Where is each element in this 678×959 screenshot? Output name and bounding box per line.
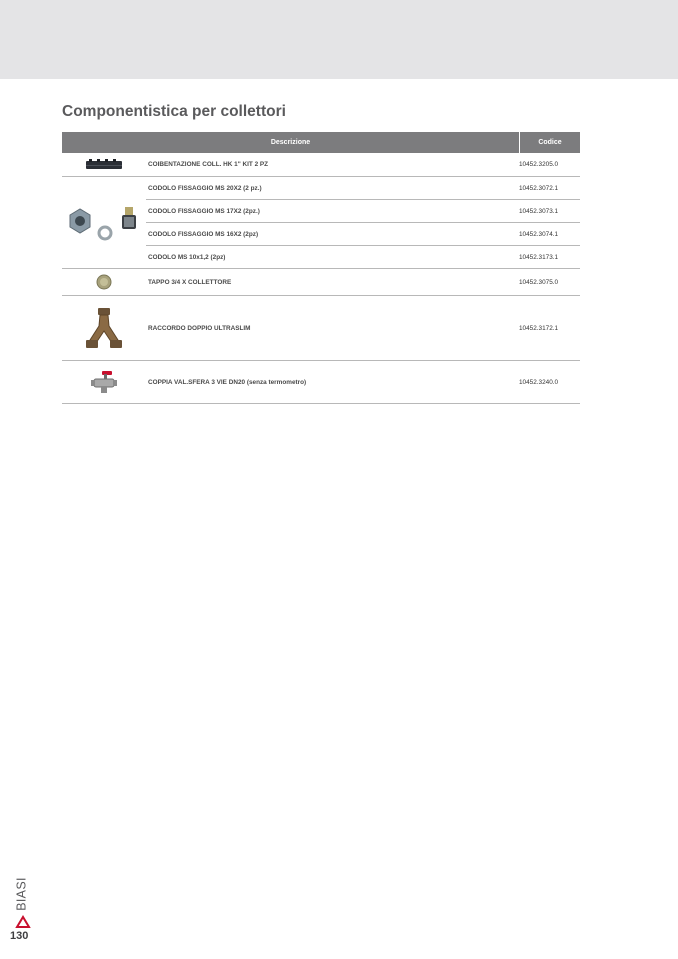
row-description: CODOLO FISSAGGIO MS 20X2 (2 pz.) bbox=[148, 184, 262, 192]
table-row bbox=[146, 245, 580, 268]
product-image bbox=[62, 269, 146, 295]
row-description: COIBENTAZIONE COLL. HK 1" KIT 2 PZ bbox=[148, 161, 269, 168]
row-code: 10452.3073.1 bbox=[519, 207, 559, 215]
insulation-strip-icon bbox=[85, 159, 123, 171]
page-title: Componentistica per collettori bbox=[62, 103, 286, 120]
brand-label: BIASI bbox=[15, 877, 29, 911]
table-group bbox=[62, 269, 580, 296]
table-group bbox=[62, 153, 580, 177]
fitting-set-icon bbox=[66, 203, 142, 243]
table-row bbox=[146, 361, 580, 403]
row-code: 10452.3172.1 bbox=[519, 324, 559, 332]
brand-name bbox=[11, 874, 33, 914]
table-group bbox=[62, 361, 580, 404]
row-code: 10452.3173.1 bbox=[519, 253, 559, 261]
table-group bbox=[62, 296, 580, 361]
row-description: CODOLO MS 10x1,2 (2pz) bbox=[148, 253, 226, 261]
header-code: Codice bbox=[538, 139, 562, 146]
table-group bbox=[62, 177, 580, 269]
row-code: 10452.3240.0 bbox=[519, 378, 559, 386]
y-fitting-icon bbox=[82, 306, 126, 350]
row-code: 10452.3205.0 bbox=[519, 161, 559, 168]
row-description: CODOLO FISSAGGIO MS 17X2 (2pz.) bbox=[148, 207, 260, 215]
product-image bbox=[62, 296, 146, 360]
ball-valve-icon bbox=[90, 370, 118, 394]
page-number: 130 bbox=[10, 930, 29, 942]
table-header bbox=[62, 132, 580, 153]
row-code: 10452.3075.0 bbox=[519, 278, 559, 286]
product-table bbox=[62, 132, 580, 404]
row-code: 10452.3074.1 bbox=[519, 230, 559, 238]
table-row bbox=[146, 177, 580, 199]
header-description: Descrizione bbox=[62, 132, 520, 153]
top-band bbox=[0, 0, 678, 79]
row-description: RACCORDO DOPPIO ULTRASLIM bbox=[148, 324, 251, 332]
product-image bbox=[62, 177, 146, 268]
table-row bbox=[146, 199, 580, 222]
product-image bbox=[62, 361, 146, 403]
table-row bbox=[146, 222, 580, 245]
row-code: 10452.3072.1 bbox=[519, 184, 559, 192]
table-row bbox=[146, 296, 580, 360]
table-row bbox=[146, 153, 580, 176]
product-image bbox=[62, 153, 146, 176]
row-description: COPPIA VAL.SFERA 3 VIE DN20 (senza termometro) bbox=[148, 378, 307, 386]
row-description: TAPPO 3/4 X COLLETTORE bbox=[148, 278, 232, 286]
cap-icon bbox=[96, 274, 112, 290]
row-description: CODOLO FISSAGGIO MS 16X2 (2pz) bbox=[148, 230, 259, 238]
table-row bbox=[146, 269, 580, 295]
